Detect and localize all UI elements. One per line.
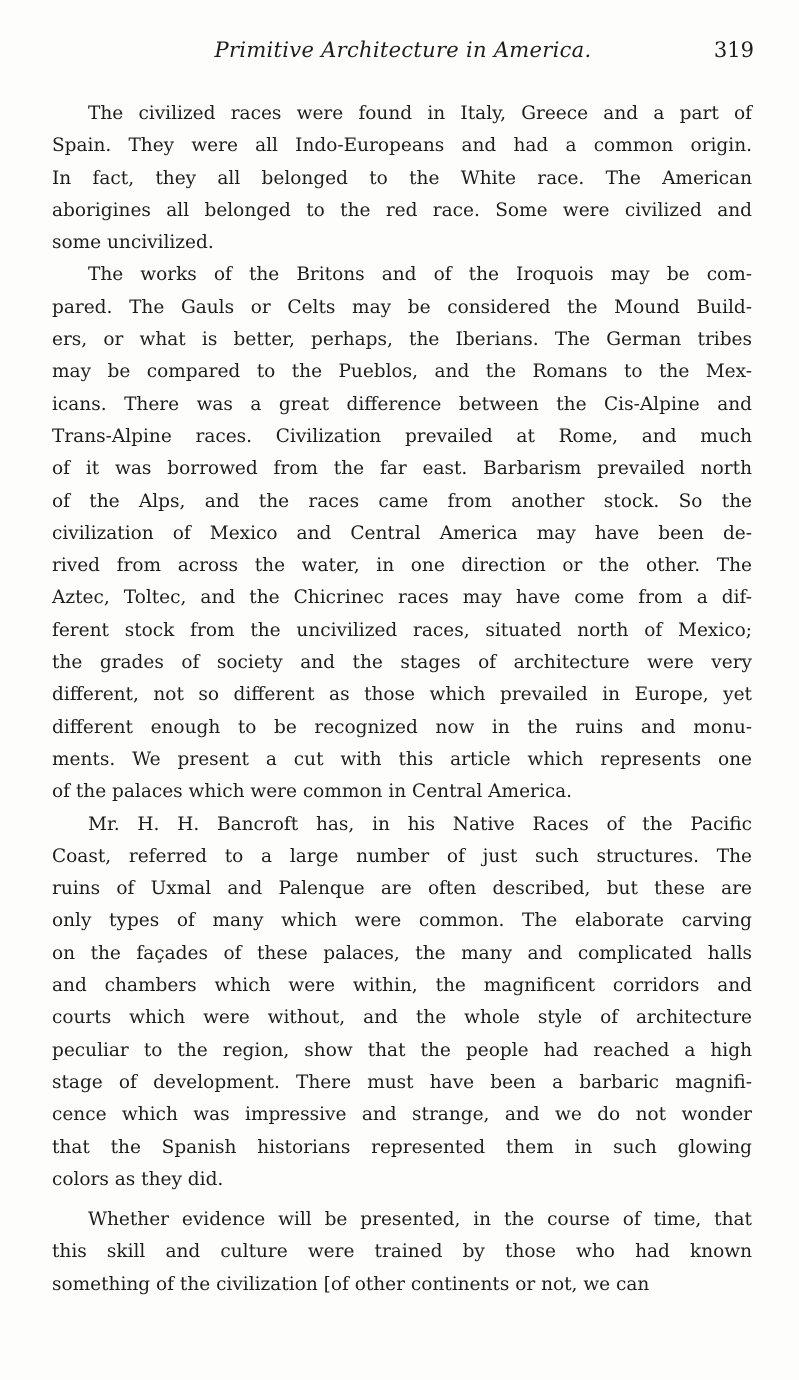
text-line: aborigines all belonged to the red race. Some were civilized and bbox=[52, 199, 752, 221]
text-line: icans. There was a great difference between the Cis-Alpine and bbox=[52, 393, 752, 415]
body-text bbox=[52, 98, 752, 1301]
text-line: courts which were without, and the whole style of architecture bbox=[52, 1007, 752, 1029]
text-line: peculiar to the region, show that the people had reached a high bbox=[52, 1039, 752, 1061]
text-line: of the palaces which were common in Central America. bbox=[52, 781, 573, 803]
text-line: this skill and culture were trained by those who had known bbox=[52, 1241, 752, 1263]
text-line: that the Spanish historians represented them in such glowing bbox=[52, 1136, 752, 1158]
text-line: Aztec, Toltec, and the Chicrinec races may have come from a dif- bbox=[52, 587, 752, 609]
text-line: something of the civilization [of other continents or not, we can bbox=[52, 1273, 650, 1295]
text-line: on the façades of these palaces, the many and complicated halls bbox=[52, 942, 752, 964]
text-line: The civilized races were found in Italy, Greece and a part of bbox=[88, 103, 752, 124]
text-line: Mr. H. H. Bancroft has, in his Native Races of the Pacific bbox=[88, 813, 752, 835]
text-line: Trans-Alpine races. Civilization prevailed at Rome, and much bbox=[52, 425, 752, 447]
paragraph bbox=[52, 809, 752, 1197]
text-line: cence which was impressive and strange, and we do not wonder bbox=[52, 1104, 752, 1126]
text-line: some uncivilized. bbox=[52, 232, 214, 254]
text-line: rived from across the water, in one direction or the other. The bbox=[52, 555, 752, 577]
text-line: only types of many which were common. The elaborate carving bbox=[52, 910, 752, 932]
paragraph bbox=[52, 98, 752, 259]
text-line: ers, or what is better, perhaps, the Iberians. The German tribes bbox=[52, 329, 752, 351]
running-title: Primitive Architecture in America. bbox=[214, 38, 592, 62]
text-line: civilization of Mexico and Central America may have been de- bbox=[52, 522, 752, 544]
text-line: the grades of society and the stages of architecture were very bbox=[52, 652, 752, 674]
text-line: different enough to be recognized now in the ruins and monu- bbox=[52, 716, 752, 738]
text-line: different, not so different as those which prevailed in Europe, yet bbox=[52, 684, 752, 706]
running-head bbox=[52, 38, 754, 68]
paragraph bbox=[52, 1204, 752, 1301]
text-line: In fact, they all belonged to the White race. The American bbox=[52, 167, 752, 189]
text-line: Spain. They were all Indo-Europeans and had a common origin. bbox=[52, 135, 752, 157]
text-line: ruins of Uxmal and Palenque are often described, but these are bbox=[52, 878, 752, 900]
text-line: ments. We present a cut with this article which represents one bbox=[52, 748, 752, 770]
text-line: pared. The Gauls or Celts may be considered the Mound Build- bbox=[52, 296, 752, 318]
text-line: of the Alps, and the races came from another stock. So the bbox=[52, 490, 752, 512]
page-number: 319 bbox=[713, 38, 754, 62]
text-line: and chambers which were within, the magnificent corridors and bbox=[52, 975, 752, 997]
text-line: The works of the Britons and of the Iroquois may be com- bbox=[88, 264, 752, 286]
text-line: stage of development. There must have been a barbaric magnifi- bbox=[52, 1071, 752, 1093]
text-line: may be compared to the Pueblos, and the Romans to the Mex- bbox=[52, 361, 752, 383]
text-line: Coast, referred to a large number of just such structures. The bbox=[52, 845, 752, 867]
text-line: ferent stock from the uncivilized races, situated north of Mexico; bbox=[52, 619, 752, 641]
text-line: colors as they did. bbox=[52, 1168, 224, 1190]
paragraph bbox=[52, 259, 752, 808]
text-line: of it was borrowed from the far east. Barbarism prevailed north bbox=[52, 458, 752, 480]
text-line: Whether evidence will be presented, in the course of time, that bbox=[88, 1209, 752, 1231]
